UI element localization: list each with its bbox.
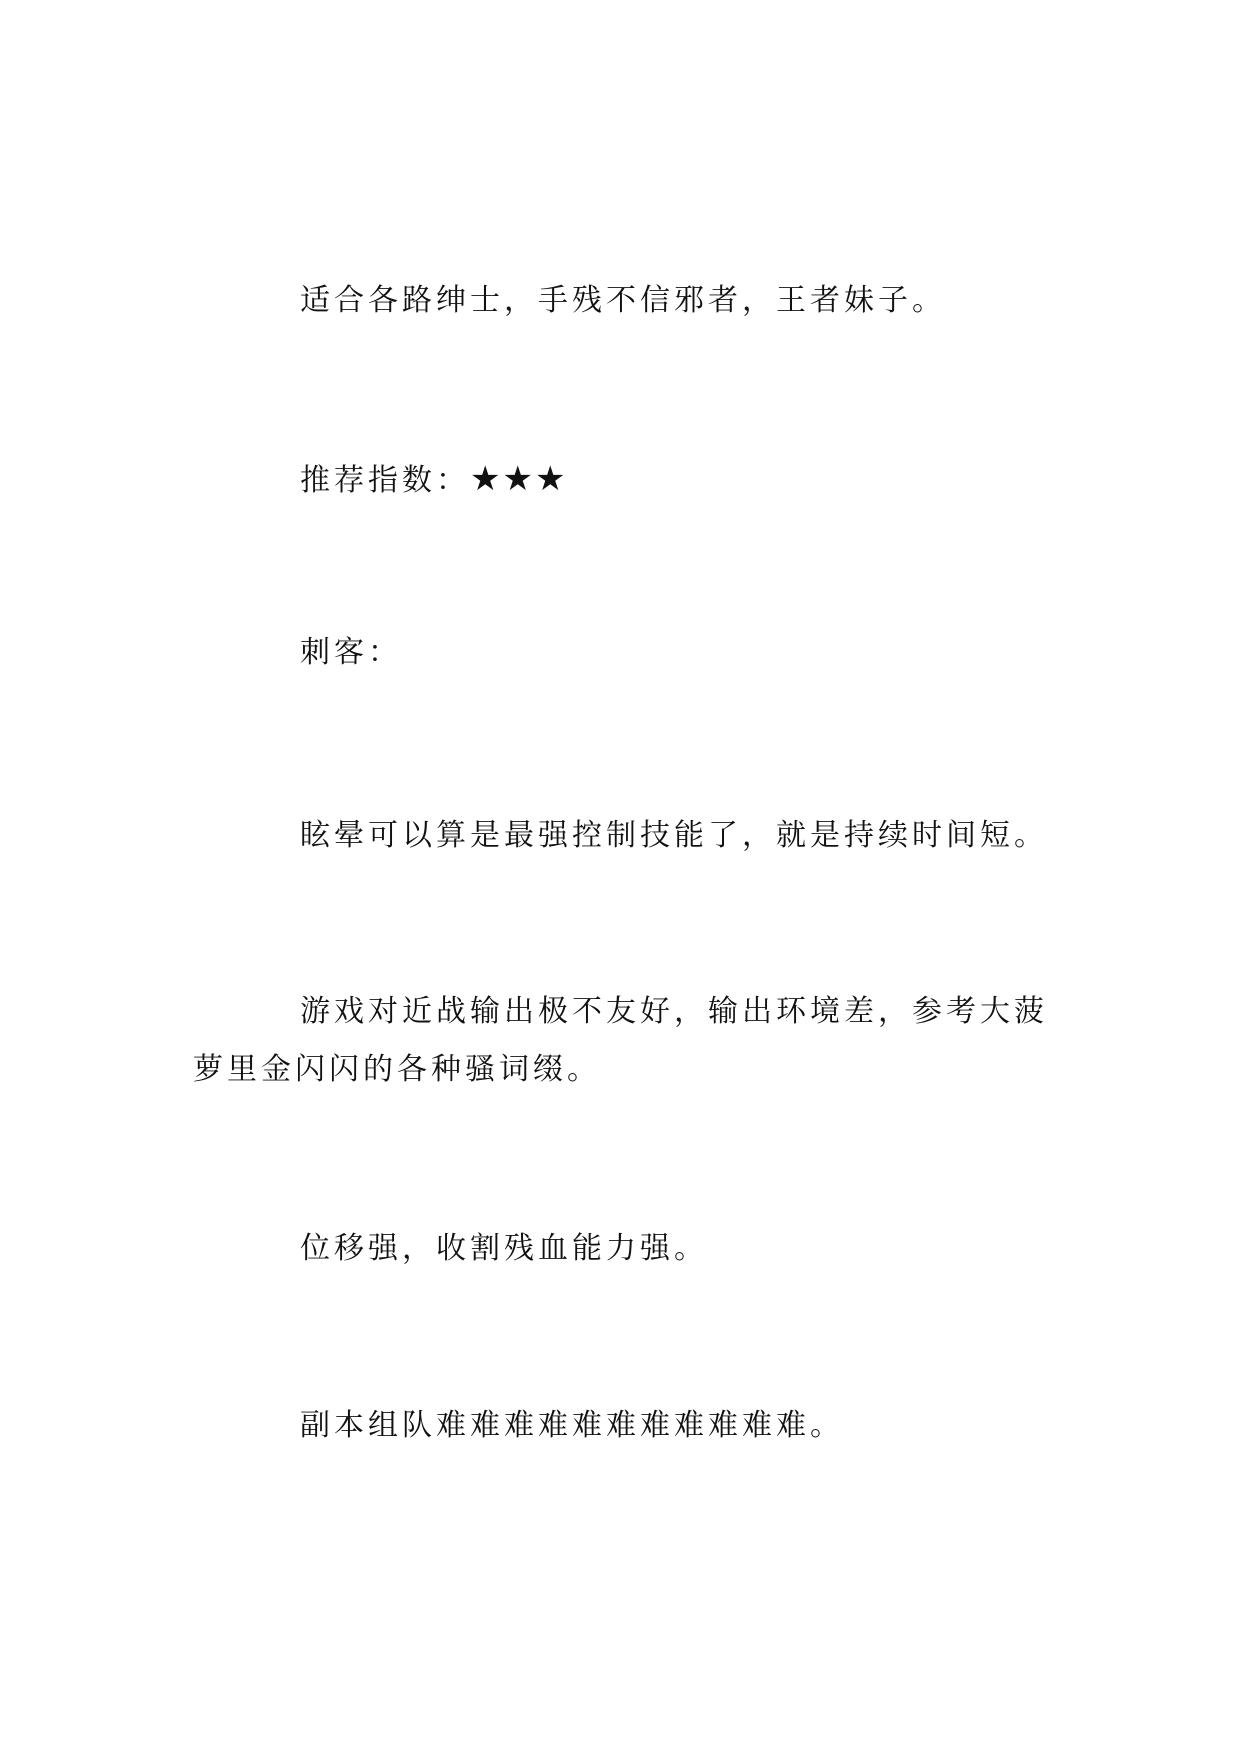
paragraph-dungeon-party: 副本组队难难难难难难难难难难难。 xyxy=(300,1408,844,1443)
paragraph-suitable-for: 适合各路绅士，手残不信邪者，王者妹子。 xyxy=(300,283,946,318)
section-heading-assassin: 刺客： xyxy=(300,635,402,670)
paragraph-stun: 眩晕可以算是最强控制技能了，就是持续时间短。 xyxy=(300,818,1048,853)
star-rating: ★★★ xyxy=(470,459,568,499)
paragraph-mobility: 位移强，收割残血能力强。 xyxy=(300,1231,708,1266)
paragraph-melee-output: 游戏对近战输出极不友好，输出环境差，参考大菠萝里金闪闪的各种骚词缀。 xyxy=(193,994,1048,1087)
paragraph-recommendation xyxy=(193,450,1053,510)
recommendation-label: 推荐指数： xyxy=(300,463,470,498)
